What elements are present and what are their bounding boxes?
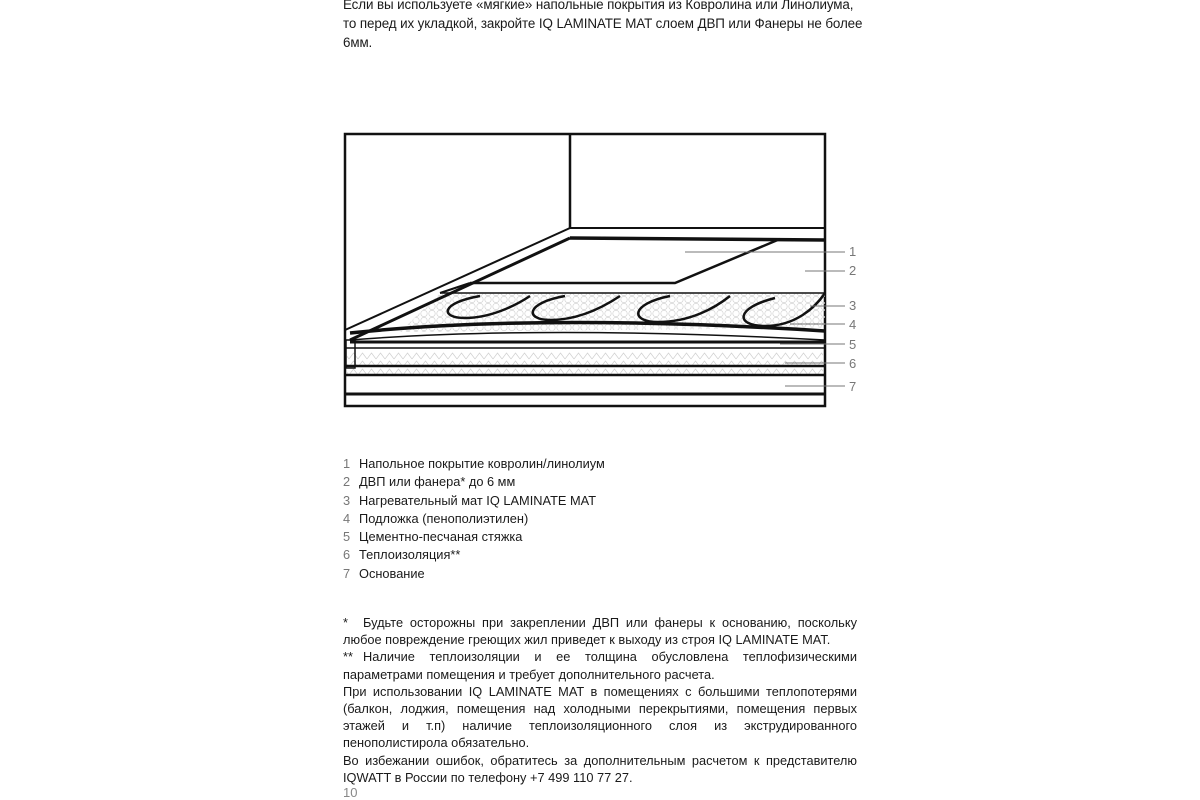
page-number: 10	[343, 785, 358, 800]
callout-7: 7	[849, 379, 857, 394]
legend-number: 1	[343, 456, 351, 471]
callout-2: 2	[849, 263, 857, 278]
legend-number: 3	[343, 492, 351, 508]
callout-1: 1	[849, 244, 857, 259]
legend-label: Подложка (пенополиэтилен)	[359, 510, 529, 526]
footnote-mark: *	[343, 615, 348, 630]
legend-label: ДВП или фанера* до 6 мм	[359, 474, 516, 490]
legend-label: Основание	[359, 565, 425, 581]
callout-5: 5	[849, 337, 857, 352]
legend-number: 5	[343, 529, 351, 545]
legend-label: Цементно-песчаная стяжка	[359, 529, 523, 545]
legend-item	[343, 565, 763, 583]
legend-item	[343, 473, 763, 491]
legend-number: 7	[343, 565, 351, 581]
intro-paragraph: Если вы используете «мягкие» напольные покрытия из Ковролина или Линолиума, то перед их укладкой, закройте IQ LAMINATE MAT слоем ДВП или Фанеры не более 6мм.	[343, 0, 863, 50]
callout-6: 6	[849, 356, 857, 371]
legend-number: 2	[343, 474, 351, 490]
footnote-mark: **	[343, 649, 353, 665]
insulation-note: При использовании IQ LAMINATE MAT в помещениях с большими теплопотерями (балкон, лоджия, помещения над холодными перекрытиями, помещения первых этажей и т.п) наличие теплоизоляционного слоя из экструдированного пенополистирола обязательно.	[343, 683, 857, 751]
legend-number: 6	[343, 547, 351, 563]
floor-layers-diagram	[340, 128, 870, 413]
callout-3: 3	[849, 298, 857, 313]
legend-item	[343, 510, 763, 528]
contact-note: Во избежании ошибок, обратитесь за дополнительным расчетом к представителю IQWATT в России по телефону +7 499 110 77 27.	[343, 752, 857, 785]
footnotes	[343, 614, 857, 786]
legend-label: Нагревательный мат IQ LAMINATE MAT	[359, 492, 597, 508]
layer-legend	[343, 455, 763, 583]
legend-label: Теплоизоляция**	[359, 547, 461, 563]
footnote-2: ** Наличие теплоизоляции и ее толщина обусловлена теплофизическими параметрами помещения и требует дополнительного расчета.	[343, 649, 857, 682]
callout-4: 4	[849, 317, 857, 332]
legend-item	[343, 492, 763, 510]
legend-number: 4	[343, 510, 351, 526]
legend-item	[343, 546, 763, 564]
footnote-1: * Будьте осторожны при закреплении ДВП или фанеры к основанию, поскольку любое повреждение греющих жил приведет к выходу из строя IQ LAMINATE MAT.	[343, 615, 857, 648]
legend-item	[343, 455, 763, 473]
legend-item	[343, 528, 763, 546]
legend-label: Напольное покрытие ковролин/линолиум	[359, 456, 605, 471]
